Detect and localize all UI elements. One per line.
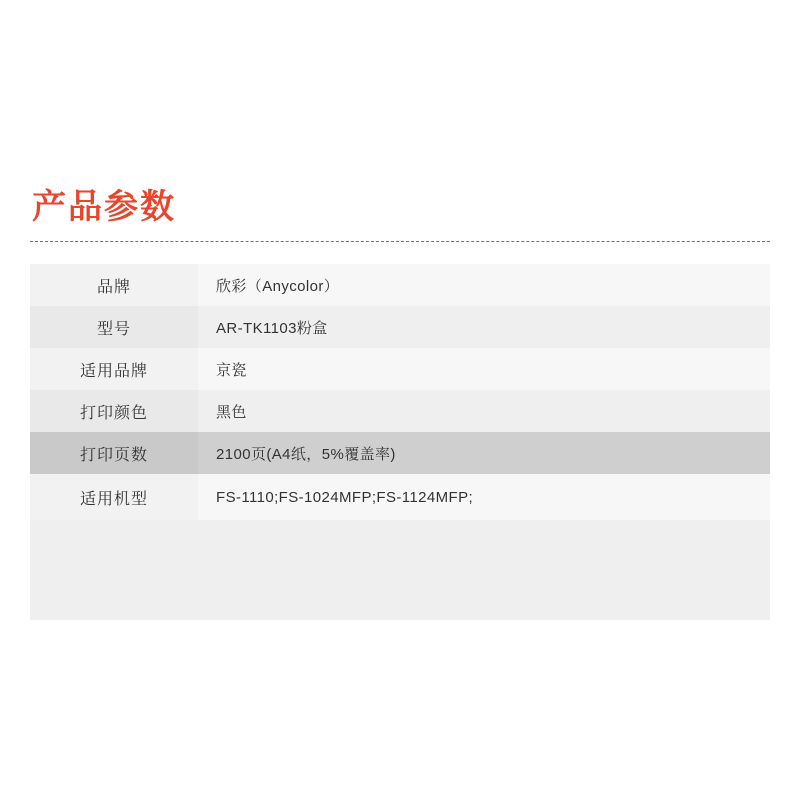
spec-value: AR-TK1103粉盒	[198, 306, 770, 348]
spec-label: 打印页数	[30, 432, 198, 474]
table-bottom-filler	[30, 520, 770, 620]
spec-label: 型号	[30, 306, 198, 348]
table-row	[30, 390, 770, 432]
spec-label: 打印颜色	[30, 390, 198, 432]
table-row	[30, 306, 770, 348]
spec-label: 品牌	[30, 264, 198, 306]
spec-value: 黑色	[198, 390, 770, 432]
spec-label: 适用机型	[30, 474, 198, 520]
spec-value: 2100页(A4纸，5%覆盖率)	[198, 432, 770, 474]
spec-value: FS-1110;FS-1024MFP;FS-1124MFP;	[198, 474, 770, 520]
spec-value: 欣彩（Anycolor）	[198, 264, 770, 306]
table-row	[30, 348, 770, 390]
spec-label: 适用品牌	[30, 348, 198, 390]
page-title: 产品参数	[32, 188, 176, 226]
table-row	[30, 432, 770, 474]
spec-table	[30, 264, 770, 520]
spec-value: 京瓷	[198, 348, 770, 390]
title-divider	[30, 241, 770, 242]
table-row	[30, 264, 770, 306]
table-row	[30, 474, 770, 520]
spec-section	[30, 185, 770, 620]
